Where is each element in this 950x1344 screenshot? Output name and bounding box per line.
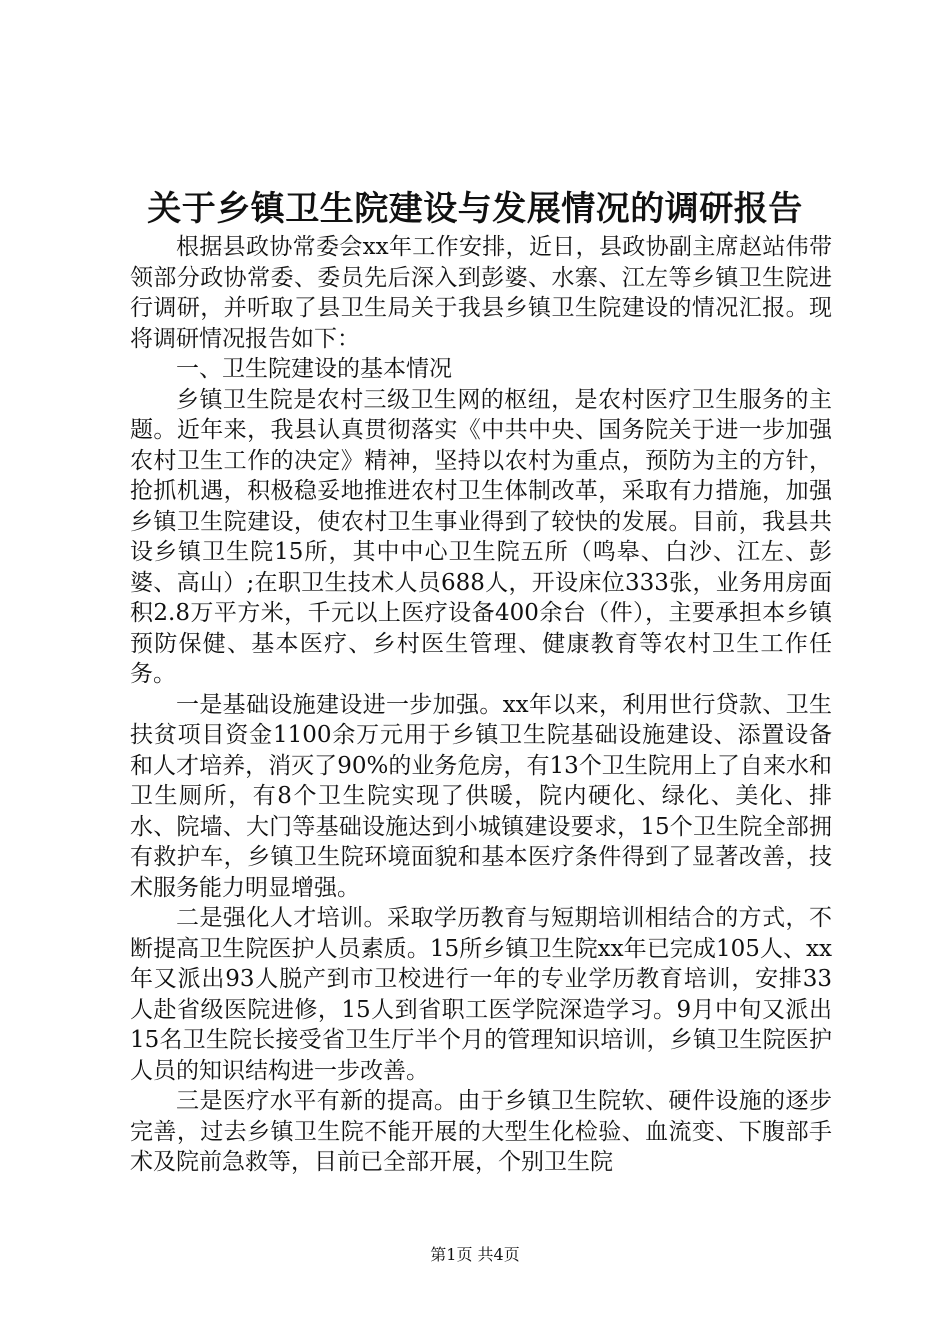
document-body (130, 232, 832, 1178)
paragraph-intro: 根据县政协常委会xx年工作安排，近日，县政协副主席赵站伟带领部分政协常委、委员先后深入到彭婆、水寨、江左等乡镇卫生院进行调研，并听取了县卫生局关于我县乡镇卫生院建设的情况汇报。现将调研情况报告如下： (130, 234, 832, 352)
document-title: 关于乡镇卫生院建设与发展情况的调研报告 (147, 189, 803, 229)
paragraph-overview: 乡镇卫生院是农村三级卫生网的枢纽，是农村医疗卫生服务的主题。近年来，我县认真贯彻落实《中共中央、国务院关于进一步加强农村卫生工作的决定》精神，坚持以农村为重点，预防为主的方针，抢抓机遇，积极稳妥地推进农村卫生体制改革，采取有力措施，加强乡镇卫生院建设，使农村卫生事业得到了较快的发展。目前，我县共设乡镇卫生院15所，其中中心卫生院五所（鸣皋、白沙、江左、彭婆、高山）;在职卫生技术人员688人，开设床位333张，业务用房面积2.8万平方米，千元以上医疗设备400余台（件），主要承担本乡镇预防保健、基本医疗、乡村医生管理、健康教育等农村卫生工作任务。 (130, 386, 832, 687)
paragraph-training: 二是强化人才培训。采取学历教育与短期培训相结合的方式，不断提高卫生院医护人员素质。15所乡镇卫生院xx年已完成105人、xx年又派出93人脱产到市卫校进行一年的专业学历教育培训，安排33人赴省级医院进修，15人到省职工医学院深造学习。9月中旬又派出15名卫生院长接受省卫生厅半个月的管理知识培训，乡镇卫生院医护人员的知识结构进一步改善。 (130, 905, 832, 1084)
paragraph-medical-level: 三是医疗水平有新的提高。由于乡镇卫生院软、硬件设施的逐步完善，过去乡镇卫生院不能开展的大型生化检验、血流变、下腹部手术及院前急救等，目前已全部开展，个别卫生院 (130, 1088, 832, 1175)
paragraph-infrastructure: 一是基础设施建设进一步加强。xx年以来，利用世行贷款、卫生扶贫项目资金1100余万元用于乡镇卫生院基础设施建设、添置设备和人才培养，消灭了90%的业务危房，有13个卫生院用上了自来水和卫生厕所，有8个卫生院实现了供暖，院内硬化、绿化、美化、排水、院墙、大门等基础设施达到小城镇建设要求，15个卫生院全部拥有救护车，乡镇卫生院环境面貌和基本医疗条件得到了显著改善，技术服务能力明显增强。 (130, 691, 832, 901)
page-footer: 第1页 共4页 (430, 1245, 520, 1264)
section-heading-1: 一、卫生院建设的基本情况 (176, 356, 452, 382)
